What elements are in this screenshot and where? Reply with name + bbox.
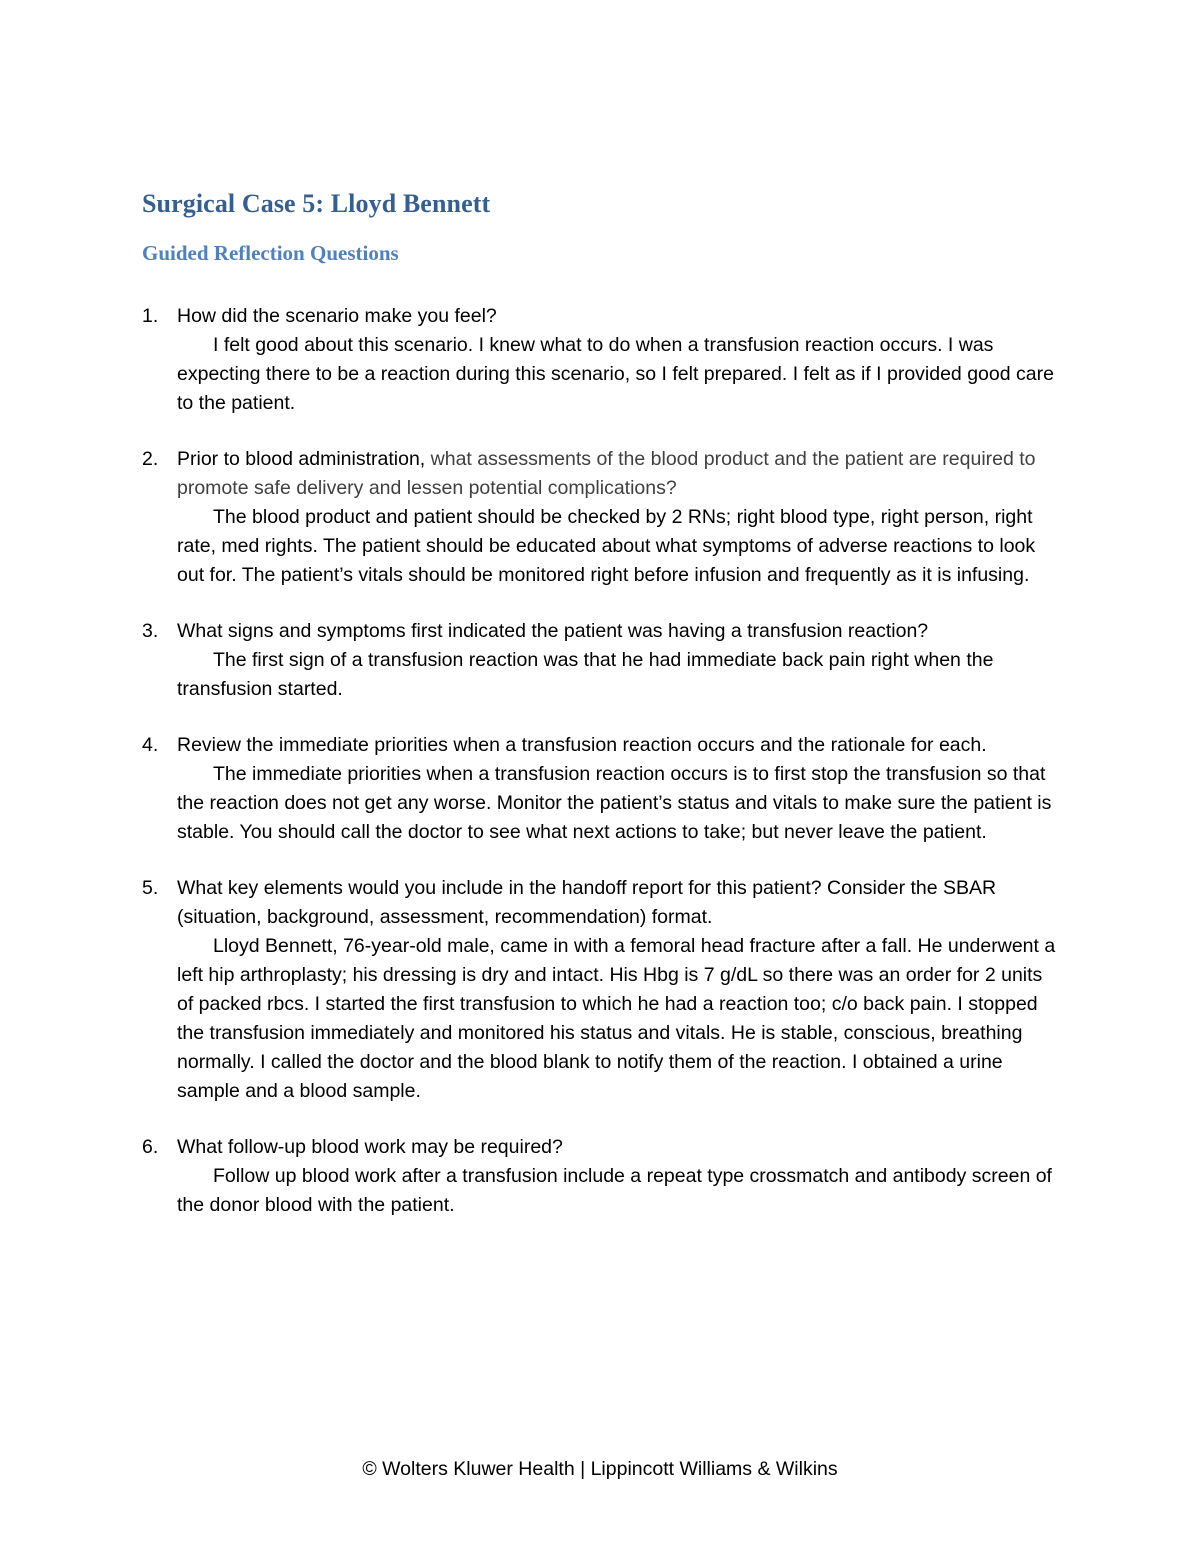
question-text-part1: Prior to blood administration, bbox=[177, 448, 426, 470]
answer-text: The blood product and patient should be checked by 2 RNs; right blood type, right person, right rate, med rights. The patient should be educated about what symptoms of adverse reactions to look out for. The patient’s vitals should be monitored right before infusion and frequently as it is infusing. bbox=[177, 506, 1036, 586]
question-text: What key elements would you include in the handoff report for this patient? Consider the SBAR (situation, background, assessment, recommendation) format. bbox=[177, 877, 997, 928]
question-number: 6. bbox=[142, 1136, 159, 1158]
question-text: What follow-up blood work may be required? bbox=[177, 1136, 563, 1158]
copyright-footer: © Wolters Kluwer Health | Lippincott Williams & Wilkins bbox=[362, 1458, 838, 1480]
question-number: 5. bbox=[142, 877, 159, 899]
answer-text: I felt good about this scenario. I knew what to do when a transfusion reaction occurs. I was expecting there to be a reaction during this scenario, so I felt prepared. I felt as if I provided good care to the patient. bbox=[177, 334, 1054, 414]
question-item-5 bbox=[142, 874, 1062, 1106]
question-number: 1. bbox=[142, 305, 159, 327]
answer-text: Lloyd Bennett, 76-year-old male, came in with a femoral head fracture after a fall. He underwent a left hip arthroplasty; his dressing is dry and intact. His Hbg is 7 g/dL so there was an order for 2 units of packed rbcs. I started the first transfusion to which he had a reaction too; c/o back pain. I stopped the transfusion immediately and monitored his status and vitals. He is stable, conscious, breathing normally. I called the doctor and the blood blank to notify them of the reaction. I obtained a urine sample and a blood sample. bbox=[177, 935, 1056, 1102]
question-text bbox=[177, 445, 1062, 503]
question-item-2 bbox=[142, 445, 1062, 590]
question-item-4 bbox=[142, 731, 1062, 847]
document-subtitle: Guided Reflection Questions bbox=[142, 241, 399, 265]
answer-text: The first sign of a transfusion reaction was that he had immediate back pain right when the transfusion started. bbox=[177, 649, 994, 700]
question-text: Review the immediate priorities when a transfusion reaction occurs and the rationale for each. bbox=[177, 734, 987, 756]
question-text-part2: what assessments of the blood product and the patient are required to promote safe delivery and lessen potential complications? bbox=[177, 448, 1036, 499]
answer-text: Follow up blood work after a transfusion include a repeat type crossmatch and antibody screen of the donor blood with the patient. bbox=[177, 1165, 1052, 1216]
reflection-question-list bbox=[142, 302, 1062, 1247]
question-item-6 bbox=[142, 1133, 1062, 1220]
question-number: 4. bbox=[142, 734, 159, 756]
question-number: 2. bbox=[142, 448, 159, 470]
question-text: What signs and symptoms first indicated the patient was having a transfusion reaction? bbox=[177, 620, 929, 642]
question-item-1 bbox=[142, 302, 1062, 418]
answer-text: The immediate priorities when a transfusion reaction occurs is to first stop the transfusion so that the reaction does not get any worse. Monitor the patient’s status and vitals to make sure the patient is stable. You should call the doctor to see what next actions to take; but never leave the patient. bbox=[177, 763, 1052, 843]
question-text: How did the scenario make you feel? bbox=[177, 305, 497, 327]
document-title: Surgical Case 5: Lloyd Bennett bbox=[142, 189, 491, 218]
question-item-3 bbox=[142, 617, 1062, 704]
question-number: 3. bbox=[142, 620, 159, 642]
